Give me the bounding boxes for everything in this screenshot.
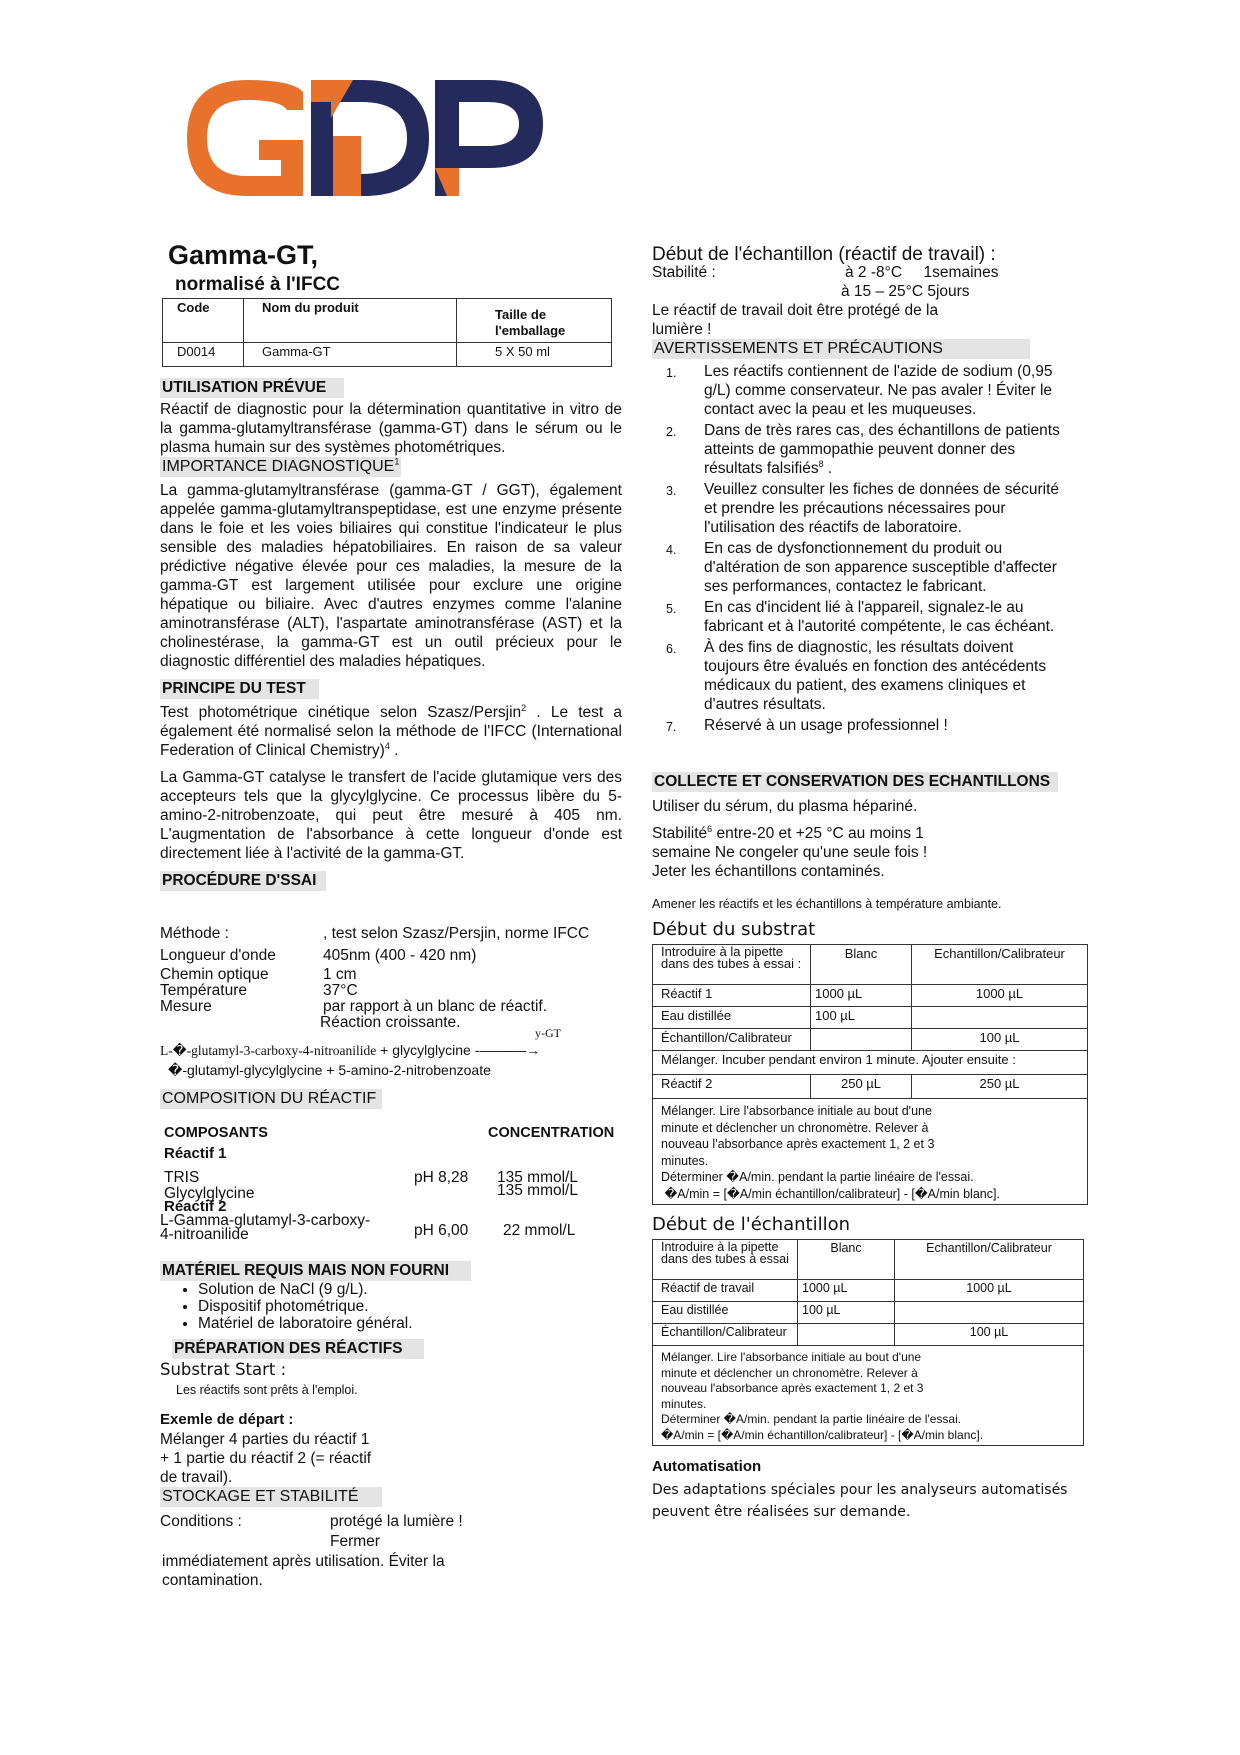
stabilite-2: à 15 – 25°C 5jours (841, 283, 970, 300)
exemple-text: Mélanger 4 parties du réactif 1 + 1 partie du réactif 2 (= réactif de travail). (160, 1431, 372, 1486)
heading-utilisation: UTILISATION PRÉVUE (160, 378, 344, 398)
warning-item: 6. À des fins de diagnostic, les résultats doivent toujours être évalués en fonction des antécédents médicaux du patient, des examens cliniques et d'autres résultats. (666, 639, 1047, 713)
materiel-item: • Solution de NaCl (9 g/L). (198, 1281, 413, 1298)
heading-principe: PRINCIPE DU TEST (160, 679, 319, 699)
product-table (162, 298, 612, 367)
procedure-rows: Méthode : , test selon Szasz/Persjin, norme IFCC Longueur d'onde 405nm (400 - 420 nm) Chemin optique 1 cm Température 37°C Mesure par rapport à un blanc de réactif. Réaction croissante. (160, 925, 590, 1031)
warning-item: 3. Veuillez consulter les fiches de données de sécurité et prendre les précautions nécessaires pour l'utilisation des réactifs de laboratoire. (666, 481, 1059, 536)
materiel-item: • Dispositif photométrique. (198, 1298, 413, 1315)
stockage-cond-value: protégé la lumière ! (330, 1513, 463, 1530)
stockage-fermer: Fermer (330, 1533, 380, 1550)
reaction-line2: �-glutamyl-glycylglycine + 5-amino-2-nitrobenzoate (168, 1062, 491, 1078)
cell-code: D0014 (163, 343, 244, 367)
stockage-cond-label: Conditions : (160, 1513, 242, 1530)
doc-subtitle: normalisé à l'IFCC (175, 274, 341, 295)
echantillon-col-intro: Introduire à la pipette dans des tubes à essai (653, 1240, 798, 1280)
comp-tris-ph: pH 8,28 (414, 1169, 469, 1186)
heading-debut-echantillon-rt: Début de l'échantillon (réactif de travail) : (652, 244, 996, 265)
importance-text: La gamma-glutamyltransférase (gamma-GT / GGT), également appelée gamma-glutamyltranspeptidase, est une enzyme présente dans le foie et les voies biliaires qui constitue l'indicateur le plus sensible des maladies hépatobiliaires. En raison de sa valeur prédictive négative élevée pour ces maladies, la mesure de la gamma-GT est largement utilisée pour exclure une origine hépatique ou biliaire. Avec d'autres enzymes comme l'alanine aminotransférase (ALT), l'aspartate aminotransférase (AST) et la cholinestérase, la gamma-GT est un outil précieux pour le diagnostic différentiel des maladies hépatiques. (160, 482, 622, 670)
heading-importance: IMPORTANCE DIAGNOSTIQUE$^1$ (162, 456, 400, 475)
collecte-note: Amener les réactifs et les échantillons à température ambiante. (652, 897, 1002, 911)
col-concentration: CONCENTRATION (488, 1125, 615, 1141)
left-column (160, 378, 622, 891)
reactif1-label: Réactif 1 (164, 1145, 227, 1162)
reaction-enzyme: y-GT (535, 1026, 561, 1040)
warning-item: 5. En cas d'incident lié à l'appareil, signalez-le au fabricant et à l'autorité compétente, le cas échéant. (666, 599, 1055, 635)
substrat-table-title: Début du substrat (652, 919, 816, 940)
exemple-title: Exemle de départ : (160, 1411, 294, 1428)
col-code: Code (163, 299, 244, 343)
gdp-logo (185, 78, 545, 198)
avertissements-list (652, 362, 1062, 737)
echantillon-table-title: Début de l'échantillon (652, 1214, 851, 1235)
echantillon-col-blanc: Blanc (798, 1240, 895, 1280)
substrat-col-ech: Echantillon/Calibrateur (912, 945, 1088, 985)
comp-r2: L-Gamma-glutamyl-3-carboxy- 4-nitroanilide (160, 1212, 371, 1243)
warning-item: 4. En cas de dysfonctionnement du produit ou d'altération de son apparence susceptible d'affecter ses performances, contactez le fabricant. (666, 540, 1057, 595)
echantillon-notes: Mélanger. Lire l'absorbance initiale au bout d'une minute et déclencher un chronomètre. Relever à nouveau l'absorbance après exactement 1, 2 et 3 minutes. Déterminer �A/min. pendant la partie linéaire de l'essai. �A/min = [�A/min échantillon/calibrateur] - [�A/min blanc]. (653, 1346, 1084, 1446)
heading-materiel: MATÉRIEL REQUIS MAIS NON FOURNI (160, 1261, 471, 1281)
echantillon-col-ech: Echantillon/Calibrateur (895, 1240, 1084, 1280)
col-product-name: Nom du produit (244, 299, 457, 343)
light-warning: Le réactif de travail doit être protégé de la lumière ! (652, 302, 939, 338)
reactif2-label: Réactif 2 (164, 1198, 227, 1215)
heading-stockage: STOCKAGE ET STABILITÉ (160, 1487, 382, 1507)
comp-tris-conc: 135 mmol/L (497, 1169, 578, 1186)
heading-composition: COMPOSITION DU RÉACTIF (160, 1089, 382, 1109)
comp-tris: TRIS (164, 1169, 200, 1186)
cell-package-size: 5 X 50 ml (457, 343, 612, 367)
substrat-notes: Mélanger. Lire l'absorbance initiale au bout d'une minute et déclencher un chronomètre. Relever à nouveau l'absorbance après exactement 1, 2 et 3 minutes. Déterminer �A/min. pendant la partie linéaire de l'essai. �A/min = [�A/min échantillon/calibrateur] - [�A/min blanc]. (653, 1099, 1088, 1205)
heading-collecte: COLLECTE ET CONSERVATION DES ECHANTILLONS (652, 772, 1058, 792)
stabilite-label: Stabilité : (652, 264, 716, 281)
substrat-table: Introduire à la pipette dans des tubes à essai : Blanc Echantillon/Calibrateur Réactif 1 1000 µL 1000 µL Eau distillée 100 µL Échantillon/Calibrateur 100 µL Mélanger. Incuber pendant environ 1 minute. Ajouter ensuite : Réactif 2 250 µL 250 µL Mélanger. Lire l'absorbance initiale au bout d'une minute et déclencher un chronomètre. Relever à nouveau l'absorbance après exactement 1, 2 et 3 minutes. Déterminer �A/min. pendant la partie linéaire de l'essai. �A/min = [�A/min échantillon/calibrateur] - [�A/min blanc]. (652, 944, 1088, 1205)
echantillon-table: Introduire à la pipette dans des tubes à essai Blanc Echantillon/Calibrateur Réactif de travail 1000 µL 1000 µL Eau distillée 100 µL Échantillon/Calibrateur 100 µL Mélanger. Lire l'absorbance initiale au bout d'une minute et déclencher un chronomètre. Relever à nouveau l'absorbance après exactement 1, 2 et 3 minutes. Déterminer �A/min. pendant la partie linéaire de l'essai. �A/min = [�A/min échantillon/calibrateur] - [�A/min blanc]. (652, 1239, 1084, 1446)
heading-avertissements: AVERTISSEMENTS ET PRÉCAUTIONS (652, 339, 1030, 359)
warning-item: 1. Les réactifs contiennent de l'azide de sodium (0,95 g/L) comme conservateur. Ne pas avaler ! Éviter le contact avec la peau et les muqueuses. (666, 363, 1053, 418)
heading-procedure: PROCÉDURE D'SSAI (160, 871, 326, 891)
warning-item: 2. Dans de très rares cas, des échantillons de patients atteints de gammopathie peuvent donner des résultats falsifiés$^8$ . (666, 422, 1060, 477)
col-package-size: Taille de l'emballage (457, 299, 612, 343)
principe-p2: La Gamma-GT catalyse le transfert de l'acide glutamique vers des accepteurs tels que la glycylglycine. Ce processus libère du 5-amino-2-nitrobenzoate, qui peut être mesuré à 405 nm. L'augmentation de l'absorbance à cette longueur d'onde est directement liée à l'activité de la gamma-GT. (160, 769, 622, 862)
automatisation-text: Des adaptations spéciales pour les analyseurs automatisés peuvent être réalisées sur demande. (652, 1482, 1068, 1520)
collecte-stability: Stabilité$^6$ entre-20 et +25 °C au moins 1 semaine Ne congeler qu'une seule fois ! Jeter les échantillons contaminés. (652, 823, 928, 880)
heading-automatisation: Automatisation (652, 1458, 762, 1475)
cell-product-name: Gamma-GT (244, 343, 457, 367)
col-composants: COMPOSANTS (164, 1125, 268, 1141)
doc-title: Gamma-GT, (168, 240, 319, 270)
stabilite-1: à 2 -8°C 1semaines (845, 264, 999, 281)
principe-p1: Test photométrique cinétique selon Szasz/Persjin$^2$ . Le test a également été normalisé selon la méthode de l'IFCC (International Federation of Clinical Chemistry)$^4$ . (160, 702, 622, 759)
collecte-l1: Utiliser du sérum, du plasma hépariné. (652, 798, 918, 815)
comp-glycyl-conc: 135 mmol/L (497, 1182, 578, 1199)
materiel-list (158, 1281, 413, 1332)
comp-r2-ph: pH 6,00 (414, 1222, 469, 1239)
substrat-start-title: Substrat Start : (160, 1360, 287, 1379)
utilisation-text: Réactif de diagnostic pour la détermination quantitative in vitro de la gamma-glutamyltransférase (gamma-GT) dans le sérum ou le plasma humain sur des systèmes photométriques. (160, 401, 622, 456)
stockage-text: immédiatement après utilisation. Éviter la contamination. (162, 1553, 445, 1589)
substrat-start-text: Les réactifs sont prêts à l'emploi. (176, 1383, 358, 1397)
reaction-line1: L-�-glutamyl-3-carboxy-4-nitroanilide + glycylglycine -––––––→ (160, 1042, 541, 1058)
comp-glycyl: Glycylglycine (164, 1185, 255, 1202)
comp-r2-conc: 22 mmol/L (503, 1222, 576, 1239)
materiel-item: • Matériel de laboratoire général. (198, 1315, 413, 1332)
heading-preparation: PRÉPARATION DES RÉACTIFS (172, 1339, 424, 1359)
substrat-col-blanc: Blanc (811, 945, 912, 985)
warning-item: 7. Réservé à un usage professionnel ! (666, 717, 948, 734)
substrat-col-intro: Introduire à la pipette dans des tubes à essai : (653, 945, 811, 985)
